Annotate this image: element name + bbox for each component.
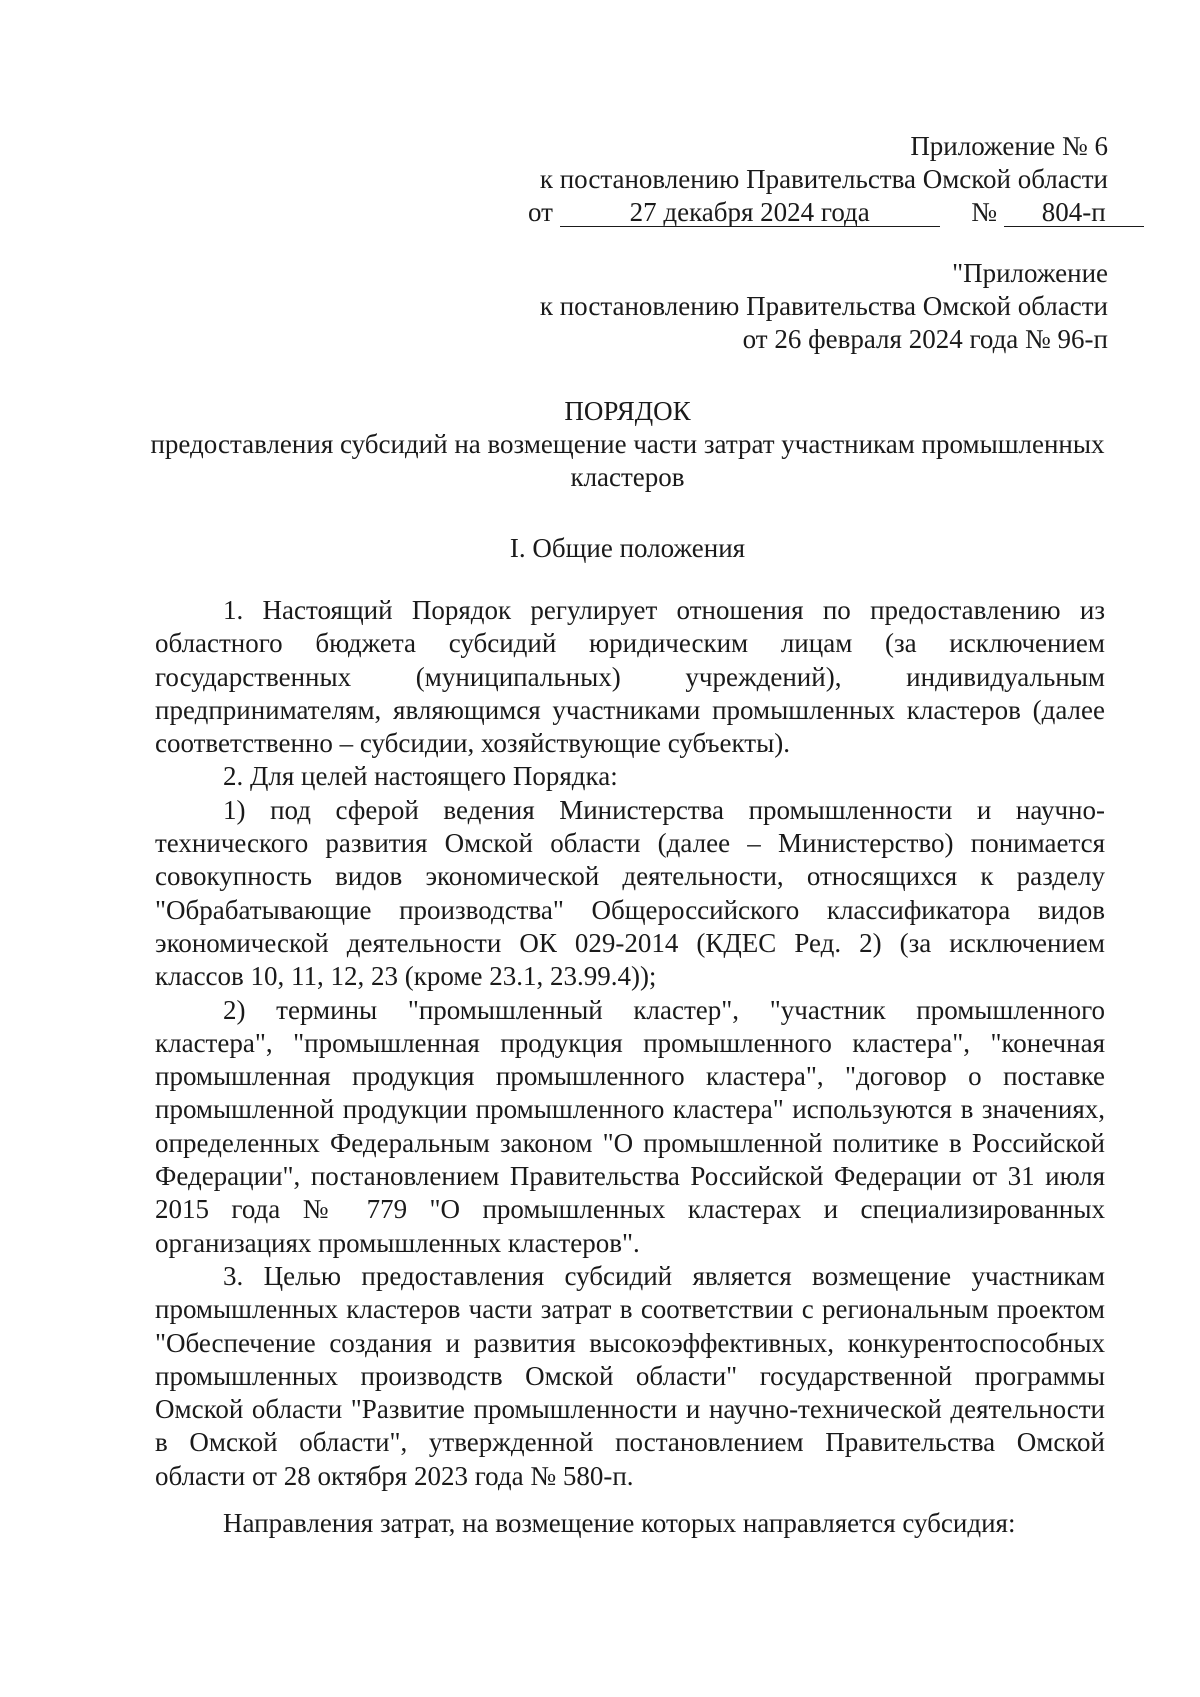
appendix-date-line <box>488 196 1108 229</box>
from-prefix: от <box>528 197 553 227</box>
paragraph: 2. Для целей настоящего Порядка: <box>223 761 618 792</box>
paragraph: Направления затрат, на возмещение которых направляется субсидия: <box>223 1508 1016 1539</box>
appendix-resolution: к постановлению Правительства Омской области <box>539 164 1108 194</box>
appendix-header <box>488 130 1108 229</box>
original-appendix-title: "Приложение <box>952 258 1108 288</box>
resolution-date: 27 декабря 2024 года <box>560 198 940 227</box>
original-appendix-resolution: к постановлению Правительства Омской области <box>539 291 1108 321</box>
paragraph: 2) термины "промышленный кластер", "участник промышленного кластера", "промышленная продукция промышленного кластера", "конечная промышленная продукция промышленного кластера", "договор о поставке промышленной продукции промышленного кластера" используются в значениях, определенных Федеральным законом "О промышленной политике в Российской Федерации", постановлением Правительства Российской Федерации от 31 июля 2015 года № 779 "О промышленных кластерах и специализированных организациях промышленных кластеров". <box>155 994 1105 1258</box>
document-body <box>155 594 1105 1540</box>
paragraph: 3. Целью предоставления субсидий является возмещение участникам промышленных кластеров части затрат в соответствии с региональным проектом "Обеспечение создания и развития высокоэффективных, конкурентоспособных промышленных производств Омской области" государственной программы Омской области "Развитие промышленности и научно-технической деятельности в Омской области", утвержденной постановлением Правительства Омской области от 28 октября 2023 года № 580-п. <box>155 1260 1105 1491</box>
document-title <box>150 395 1105 494</box>
original-appendix-date-number: от 26 февраля 2024 года № 96-п <box>742 324 1108 354</box>
paragraph: 1. Настоящий Порядок регулирует отношения по предоставлению из областного бюджета субсидий юридическим лицам (за исключением государственных (муниципальных) учреждений), индивидуальным предпринимателям, являющимся участниками промышленных кластеров (далее соответственно – субсидии, хозяйствующие субъекты). <box>155 595 1105 759</box>
resolution-number: 804-п <box>1004 198 1144 227</box>
original-appendix-header <box>488 257 1108 356</box>
number-sign: № <box>971 197 997 227</box>
section-heading: I. Общие положения <box>509 533 746 563</box>
document-title-subtitle: предоставления субсидий на возмещение части затрат участникам промышленных кластеров <box>150 429 1105 492</box>
appendix-title: Приложение № 6 <box>910 131 1108 161</box>
document-title-main: ПОРЯДОК <box>564 396 691 426</box>
paragraph: 1) под сферой ведения Министерства промышленности и научно-технического развития Омской области (далее – Министерство) понимается совокупность видов экономической деятельности, относящихся к разделу "Обрабатывающие производства" Общероссийского классификатора видов экономической деятельности ОК 029-2014 (КДЕС Ред. 2) (за исключением классов 10, 11, 12, 23 (кроме 23.1, 23.99.4)); <box>155 794 1105 992</box>
